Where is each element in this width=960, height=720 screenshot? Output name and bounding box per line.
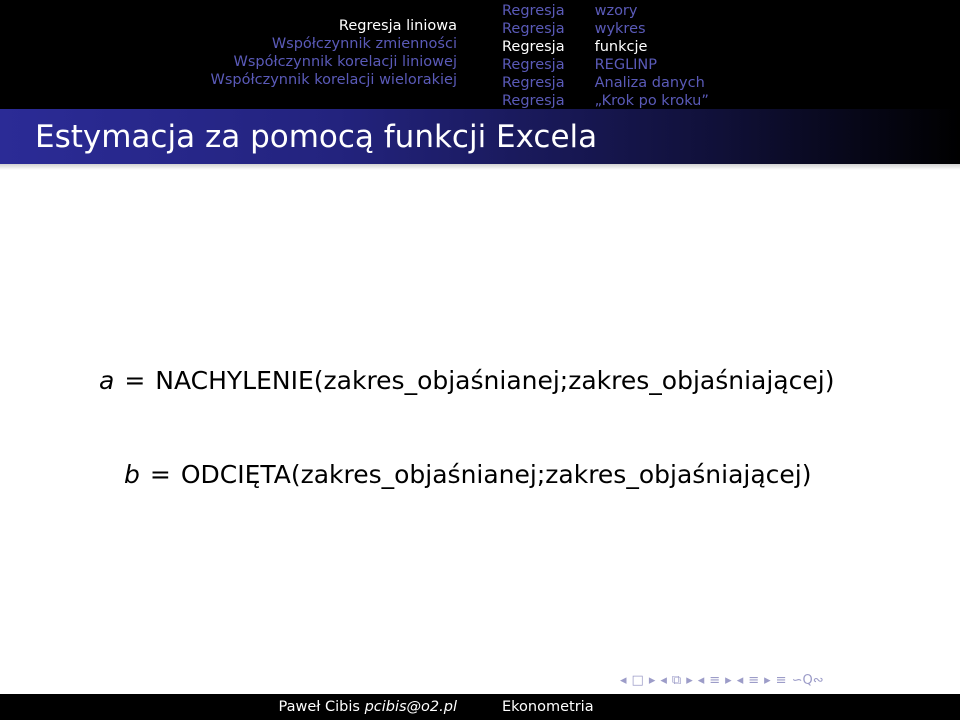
subsection-prev-icon[interactable]: ◂: [697, 672, 705, 688]
frame-icon[interactable]: □: [631, 672, 644, 688]
formula-variable: a: [99, 366, 115, 395]
frame-title: Estymacja za pomocą funkcji Excela: [35, 119, 598, 155]
subsection-reglinp[interactable]: Regresja REGLINP: [502, 57, 658, 73]
formula-expression: NACHYLENIE(zakres_objaśnianej;zakres_objaśniającej): [155, 366, 835, 395]
frame-next-icon[interactable]: ▸: [648, 672, 656, 688]
frame-prev-icon[interactable]: ◂: [620, 672, 627, 688]
subframe-prev-icon[interactable]: ◂: [660, 672, 667, 688]
navigation-symbols: [620, 671, 824, 689]
equals-sign: =: [149, 460, 171, 489]
footer: [0, 694, 960, 720]
section-regresja-liniowa[interactable]: Regresja liniowa: [338, 18, 457, 34]
author-email: pcibis@o2.pl: [364, 699, 457, 715]
footer-title: Ekonometria: [502, 699, 594, 715]
subsection-icon[interactable]: ≡: [709, 672, 721, 688]
subsection-krok-po-kroku[interactable]: Regresja „Krok po kroku”: [502, 93, 709, 109]
search-icon[interactable]: ∽Q∾: [791, 672, 824, 688]
author-name: Paweł Cibis: [278, 699, 360, 715]
header-navigation: [0, 0, 960, 109]
formula-expression: ODCIĘTA(zakres_objaśnianej;zakres_objaśniającej): [180, 460, 812, 489]
section-icon[interactable]: ≡: [748, 672, 760, 688]
subframe-icon[interactable]: ⧉: [671, 672, 682, 688]
formula-slope: [99, 366, 834, 396]
section-korelacji-liniowej[interactable]: Współczynnik korelacji liniowej: [233, 54, 457, 70]
section-list: [0, 0, 480, 109]
section-wspolczynnik-zmiennosci[interactable]: Współczynnik zmienności: [271, 36, 457, 52]
subsection-wykres[interactable]: Regresja wykres: [502, 21, 646, 37]
subsection-list: [502, 0, 960, 111]
formula-variable: b: [124, 460, 140, 489]
subsection-analiza-danych[interactable]: Regresja Analiza danych: [502, 75, 705, 91]
frame-title-bar: [0, 109, 960, 164]
subsection-wzory[interactable]: Regresja wzory: [502, 3, 638, 19]
formula-intercept: [124, 460, 812, 490]
section-korelacji-wielorakiej[interactable]: Współczynnik korelacji wielorakiej: [210, 72, 457, 88]
subsection-next-icon[interactable]: ▸: [725, 672, 732, 688]
section-prev-icon[interactable]: ◂: [736, 672, 744, 688]
section-next-icon[interactable]: ▸: [764, 672, 771, 688]
equals-sign: =: [124, 366, 146, 395]
align-icon[interactable]: ≡: [775, 672, 787, 688]
footer-author: [0, 694, 480, 720]
subsection-funkcje[interactable]: Regresja funkcje: [502, 39, 648, 55]
subframe-next-icon[interactable]: ▸: [686, 672, 693, 688]
